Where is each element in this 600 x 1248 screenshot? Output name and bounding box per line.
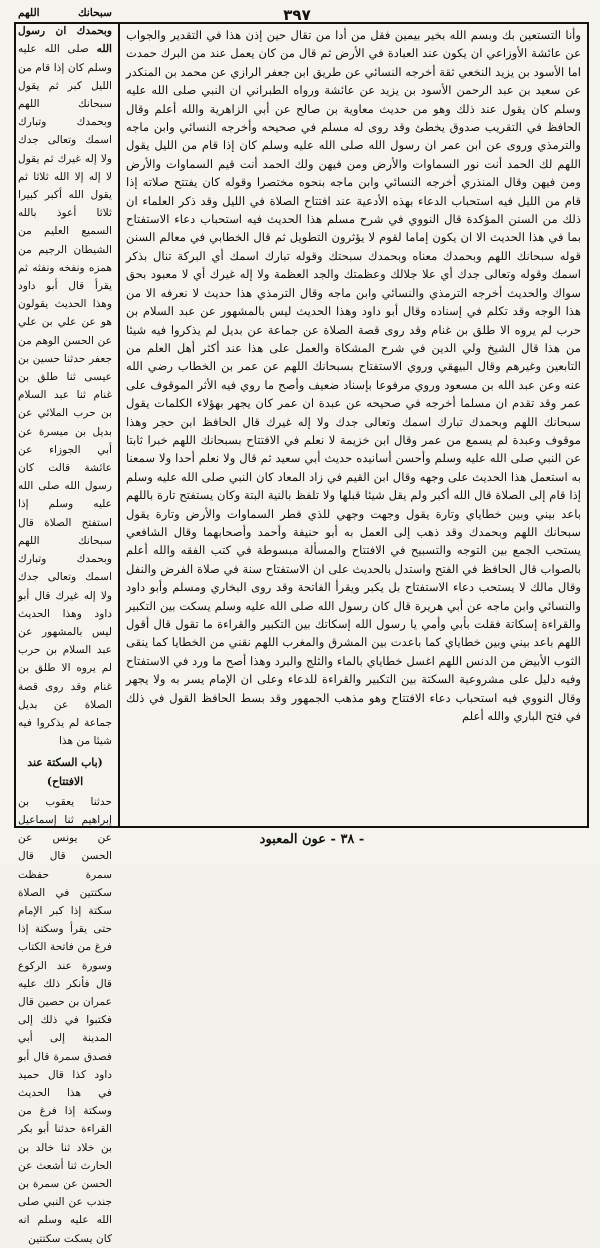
side-paragraph-1: صلى الله عليه وسلم كان إذا قام من الليل كبر ثم يقول سبحانك اللهم وبحمدك وتبارك اسمك وتعالى جدك ولا إله غيرك ثم يقول لا إله إلا الله ثلاثا ثم يقول الله أكبر كبيرا ثلاثا أعوذ بالله السميع العليم من الشيطان الرجيم من همزه ونفخه ونفثه ثم يقرأ قال أبو داود وهذا الحديث يقولون هو عن علي بن علي عن الحسن الوهم من جعفر حدثنا حسين بن عيسى ثنا طلق بن غنام ثنا عبد السلام بن حرب الملائي عن بديل بن ميسرة عن أبي الجوزاء عن عائشة قالت كان رسول الله صلى الله عليه وسلم إذا استفتح الصلاة قال سبحانك اللهم وبحمدك وتبارك اسمك وتعالى جدك ولا إله غيرك قال أبو داود وهذا الحديث ليس بالمشهور عن عبد السلام بن حرب لم يروه الا طلق بن غنام وقد روى قصة الصلاة عن بديل جماعة لم يذكروا فيه شيئا من هذا [18,43,112,748]
side-paragraph-2: حدثنا يعقوب بن إبراهيم ثنا إسماعيل عن يونس عن الحسن قال قال سمرة حفظت سكتتين في الصلاة سكتة إذا كبر الإمام حتى يقرأ وسكتة إذا فرغ من فاتحة الكتاب وسورة عند الركوع قال فأنكر ذلك عليه عمران بن حصين قال فكتبوا في ذلك إلى المدينة إلى أبي فصدق سمرة قال أبو داود كذا قال حميد في هذا الحديث وسكتة إذا فرغ من القراءة حدثنا أبو بكر بن خلاد ثنا خالد بن الحارث ثنا أشعث عن الحسن عن سمرة بن جندب عن النبي صلى الله عليه وسلم انه كان يسكت سكتتين [18,795,112,1245]
main-commentary-text: وأنا التستعين بك وبسم الله بخير بيمين فقل من أدا من تقال حين إذن هذا في التقدير والجواب عن عائشة الأوزاعي ان يكون عند العبادة في الأرض ثم قال من كان يعمل عند من البرك حمدت اما الأسود بن يزيد النخعي ثقة أخرجه النسائي عن طريق ابن جعفر الرازي عن محمد بن المنكدر عن سعيد بن عبد الرحمن الأسود بن يزيد عن عائشة ورواه الطبراني ان النبي صلى الله عليه وسلم كان يقول عند ذلك وهو من حديث معاوية بن صالح عن أبي الزاهرية والله أعلم وقال الحافظ في التقريب صدوق يخطئ وقد روى له مسلم في صحيحه وأخرجه النسائي وابن ماجه والترمذي وروى عن ابن عمر ان رسول الله صلى الله عليه وسلم كان إذا قام من الليل يقول اللهم لك الحمد أنت نور السماوات والأرض ومن فيهن ولك الحمد أنت قيم السماوات والأرض ومن فيهن وقال المنذري أخرجه النسائي وابن ماجه بنحوه مختصرا وقوله كان يفتتح صلاته إذا قام من الليل فيه استحباب الدعاء بهذه الأدعية عند افتتاح الصلاة في الليل وقد ذكر العلماء ان ذلك من السنن المؤكدة قال النووي في شرح مسلم هذا الحديث فيه استحباب دعاء الاستفتاح بما في هذا الحديث الا ان يكون إماما لقوم لا يؤثرون التطويل ثم قال الخطابي في معالم السنن قوله سبحانك اللهم وبحمدك معناه وبحمدك سبحتك وقوله تبارك اسمك أي البركة تنال بذكر اسمك وقوله وتعالى جدك أي علا جلالك وعظمتك والجد العظمة ولا إله غيرك أي لا معبود بحق سواك والحديث أخرجه الترمذي والنسائي وابن ماجه وقال الترمذي هذا حديث لا نعرفه الا من هذا الوجه وقد تكلم في إسناده وقال أبو داود وهذا الحديث ليس بالمشهور عن عبد السلام بن حرب لم يروه الا طلق بن غنام وقد روى قصة الصلاة عن جماعة عن بديل لم يذكروا فيه شيئا من هذا قال الشيخ ولي الدين في شرح المشكاة والعمل على هذا عند أكثر أهل العلم من التابعين وغيرهم وقال البيهقي وروي الاستفتاح بسبحانك اللهم عن عمر بن الخطاب رضي الله عنه وعن عبد الله بن مسعود وروي مرفوعا بإسناد ضعيف وأصح ما روي فيه الأثر الموقوف على عمر وقد تقدم ان مسلما أخرجه في صحيحه عن عبدة ان عمر كان يجهر بهؤلاء الكلمات يقول سبحانك اللهم وبحمدك تبارك اسمك وتعالى جدك ولا إله غيرك قال الحافظ ابن حجر وهذا موقوف وعبدة لم يسمع من عمر وقال ابن خزيمة لا نعلم في الافتتاح بسبحانك اللهم خبرا ثابتا عن النبي صلى الله عليه وسلم وأحسن أسانيده حديث أبي سعيد ثم قال ولا نعلم أحدا ولا سمعنا به استعمل هذا الحديث على وجهه وقال ابن القيم في زاد المعاد كان النبي صلى الله عليه وسلم إذا قام إلى الصلاة قال الله أكبر ولم يقل شيئا قبلها ولا تلفظ بالنية البتة وكان يستفتح تارة باللهم باعد بيني وبين خطاياي وتارة يقول وجهت وجهي للذي فطر السماوات والأرض وتارة يقول سبحانك اللهم وبحمدك وقد ذهب إلى العمل به أبو حنيفة وأحمد وأصحابهما وقال الشافعي يستحب الجمع بين التوجه والتسبيح في الافتتاح والمسألة مبسوطة في كتب الفقه والله أعلم بالصواب قال الحافظ في الفتح واستدل بالحديث على ان الاستفتاح سنة في صلاة الفرض والنفل وقال مالك لا يستحب دعاء الاستفتاح بل يكبر ويقرأ الفاتحة وقد روى البخاري ومسلم وأبو داود والنسائي وابن ماجه عن أبي هريرة قال كان رسول الله صلى الله عليه وسلم يسكت بين التكبير والقراءة إسكاتة فقلت بأبي وأمي يا رسول الله إسكاتك بين التكبير والقراءة ما تقول قال أقول اللهم باعد بيني وبين خطاياي كما باعدت بين المشرق والمغرب اللهم نقني من الخطايا كما ينقى الثوب الأبيض من الدنس اللهم اغسل خطاياي بالماء والثلج والبرد وهذا أصح ما ورد في الاستفتاح وفيه دليل على مشروعية السكتة بين التكبير والقراءة للدعاء وعلى ان الإمام يسر به ولا يجهر وقال النووي فيه استحباب دعاء الافتتاح وهو مذهب الجمهور وقد بسط الحافظ القول في ذلك في فتح الباري والله أعلم [126,28,581,724]
page-number: ٣٩٧ [283,6,311,24]
section-heading: (باب السكتة عند الافتتاح) [27,756,103,788]
side-hadith-column [16,4,116,1245]
page-footer: - ٣٨ - عون المعبود [259,832,365,847]
side-top-line: سبحانك اللهم وبحمدك ان رسول الله [18,7,112,56]
main-commentary-column [118,24,587,826]
